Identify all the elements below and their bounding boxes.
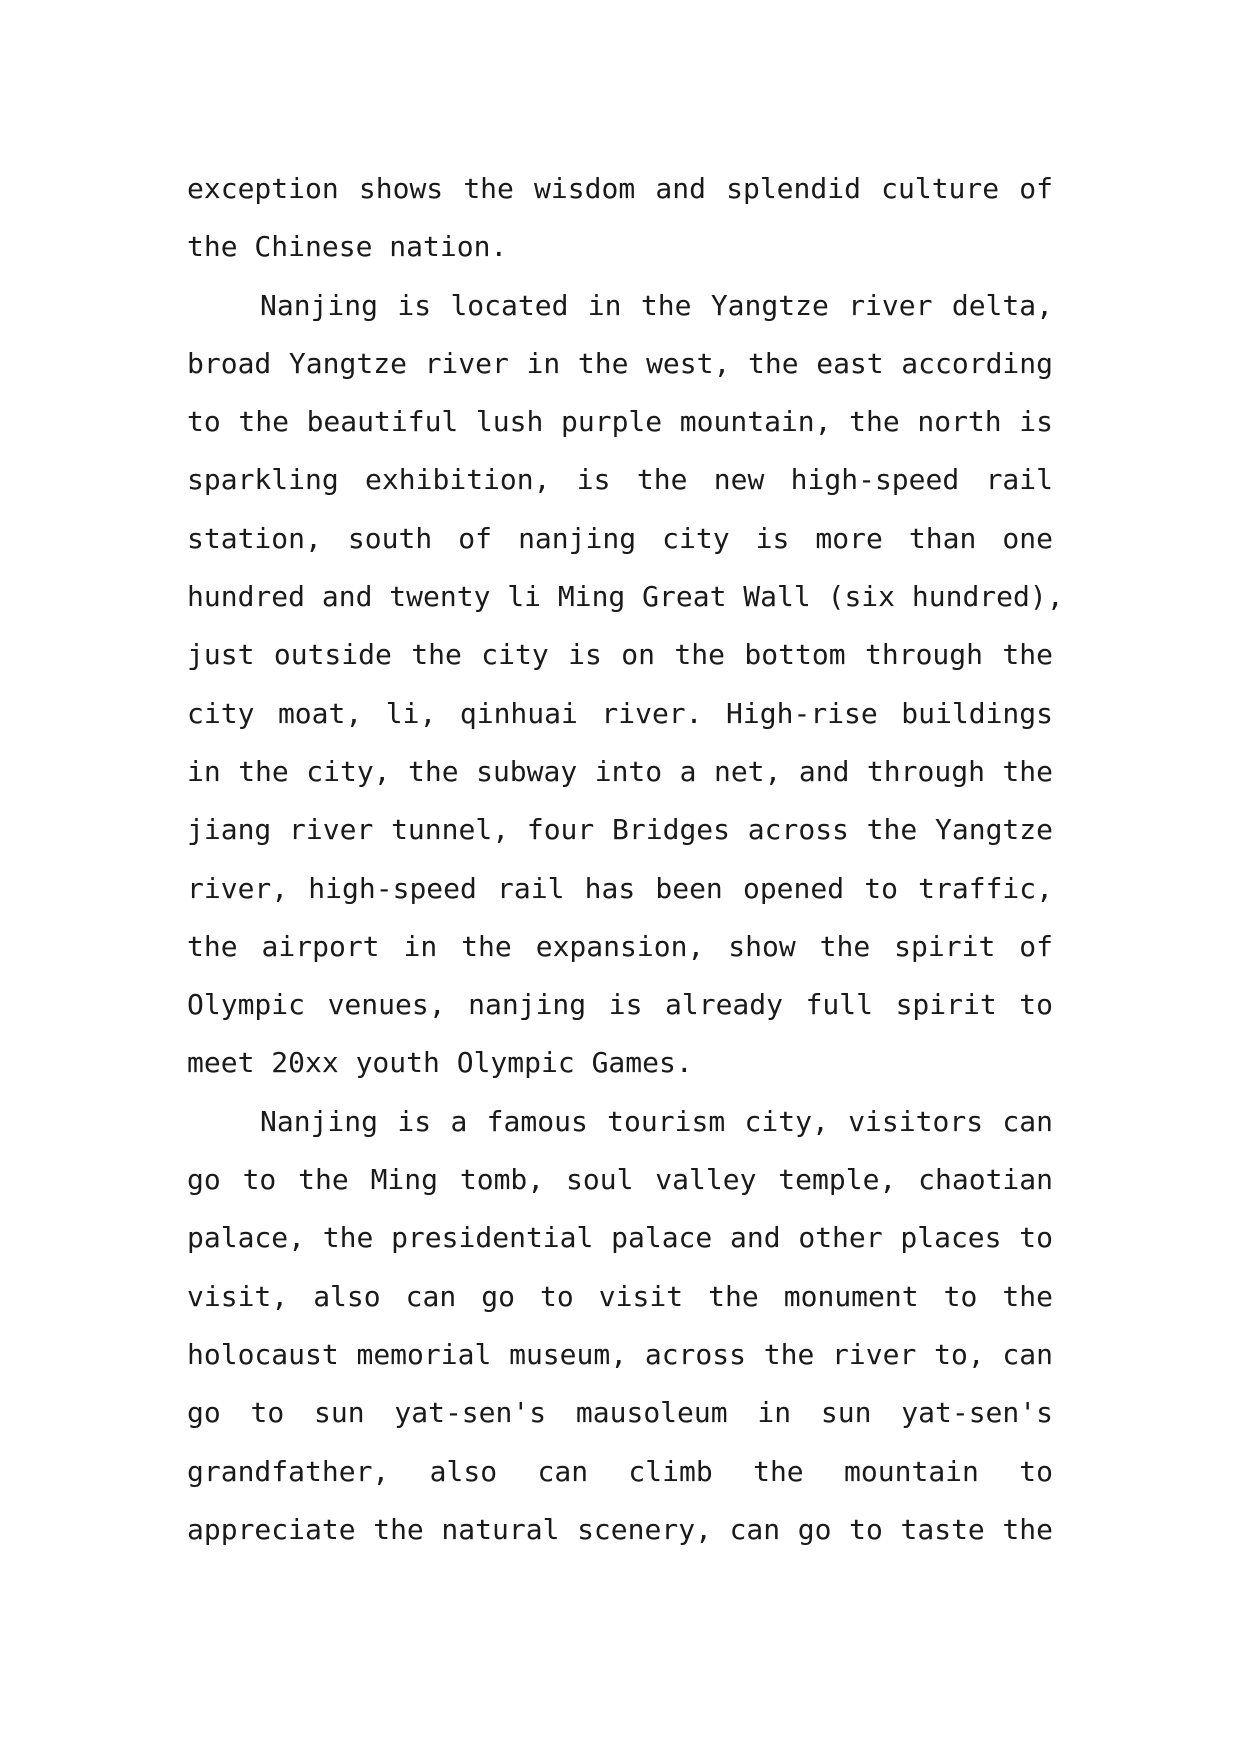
text-line: city moat, li, qinhuai river. High-rise buildings: [187, 696, 1053, 730]
text-line: in the city, the subway into a net, and through the: [187, 754, 1053, 788]
text-line: the Chinese nation.: [187, 230, 508, 264]
text-line: palace, the presidential palace and other places to: [187, 1221, 1053, 1255]
text-line: broad Yangtze river in the west, the east according: [187, 346, 1053, 380]
text-line: exception shows the wisdom and splendid culture of: [187, 172, 1053, 205]
text-line: river, high-speed rail has been opened to traffic,: [187, 871, 1053, 905]
text-line: to the beautiful lush purple mountain, the north is: [187, 405, 1053, 439]
text-line: hundred and twenty li Ming Great Wall (six hundred),: [187, 580, 1064, 614]
text-line: go to the Ming tomb, soul valley temple, chaotian: [187, 1163, 1053, 1197]
text-line: sparkling exhibition, is the new high-speed rail: [187, 463, 1053, 497]
text-line: grandfather, also can climb the mountain to: [187, 1454, 1053, 1488]
text-line: the airport in the expansion, show the spirit of: [187, 929, 1053, 963]
text-line: appreciate the natural scenery, can go to taste the: [187, 1512, 1053, 1546]
text-line: Nanjing is located in the Yangtze river delta,: [260, 288, 1053, 322]
text-line: just outside the city is on the bottom through the: [187, 638, 1053, 672]
text-line: meet 20xx youth Olympic Games.: [187, 1046, 693, 1080]
text-line: Olympic venues, nanjing is already full spirit to: [187, 988, 1053, 1022]
text-line: station, south of nanjing city is more than one: [187, 521, 1053, 555]
text-line: jiang river tunnel, four Bridges across the Yangtze: [187, 813, 1053, 847]
body-text: [187, 160, 1064, 1559]
text-line: go to sun yat-sen's mausoleum in sun yat-sen's: [187, 1396, 1053, 1430]
text-line: visit, also can go to visit the monument to the: [187, 1279, 1053, 1313]
text-line: holocaust memorial museum, across the river to, can: [187, 1337, 1053, 1371]
text-line: Nanjing is a famous tourism city, visitors can: [260, 1104, 1053, 1138]
